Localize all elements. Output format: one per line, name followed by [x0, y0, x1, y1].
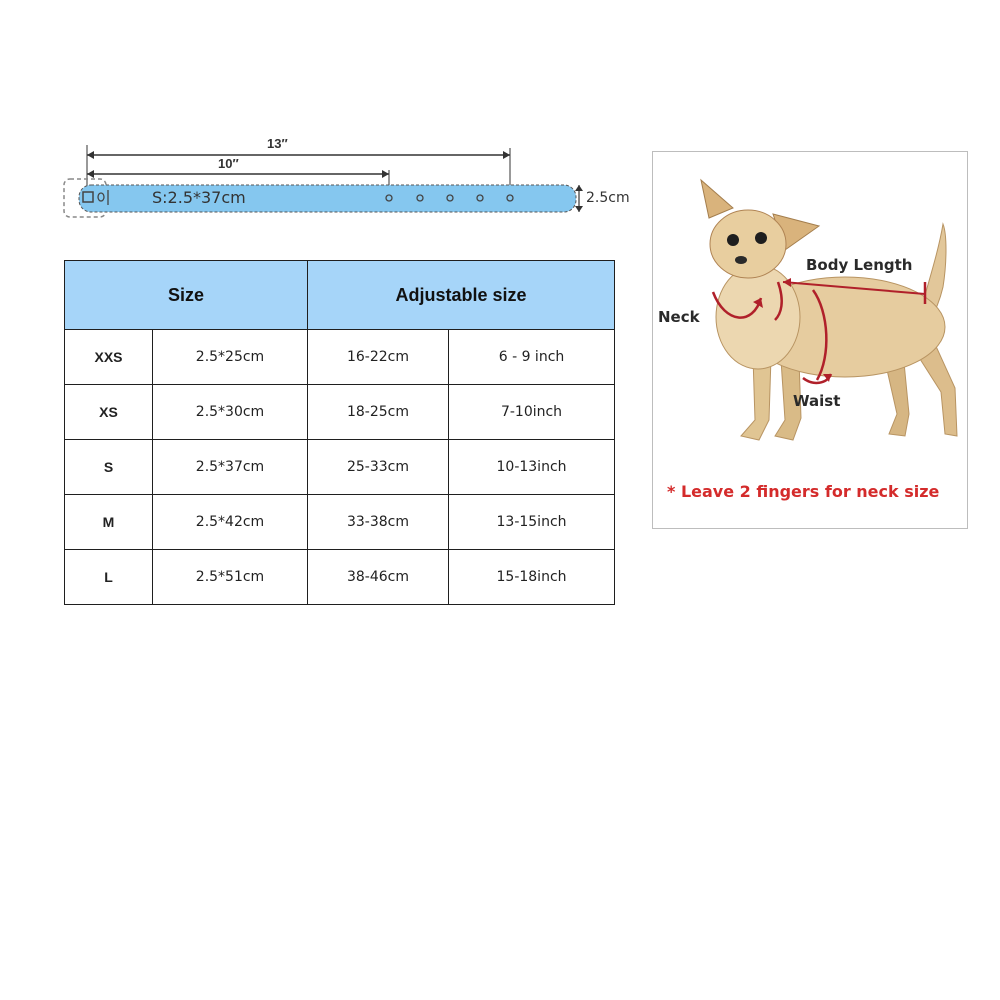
dimension-cell: 2.5*42cm — [153, 495, 308, 550]
dimension-cell: 2.5*25cm — [153, 330, 308, 385]
dimension-cell: 2.5*51cm — [153, 550, 308, 605]
cm-range-cell: 16-22cm — [308, 330, 449, 385]
table-row — [65, 330, 615, 385]
size-code-cell: S — [65, 440, 153, 495]
table-header-row — [65, 261, 615, 330]
size-code-cell: M — [65, 495, 153, 550]
collar-size-label: S:2.5*37cm — [152, 188, 246, 207]
size-code-cell: XXS — [65, 330, 153, 385]
size-code-cell: L — [65, 550, 153, 605]
inch-range-cell: 15-18inch — [449, 550, 615, 605]
header-adjustable-size: Adjustable size — [308, 261, 615, 330]
neck-label: Neck — [658, 308, 700, 326]
size-chart-table — [64, 260, 615, 605]
inch-range-cell: 6 - 9 inch — [449, 330, 615, 385]
collar-width-label: 2.5cm — [586, 190, 630, 206]
length-10-label: 10″ — [218, 156, 239, 171]
dog-measurement-panel — [652, 151, 968, 529]
inch-range-cell: 10-13inch — [449, 440, 615, 495]
cm-range-cell: 25-33cm — [308, 440, 449, 495]
dog-illustration — [653, 152, 969, 530]
body-length-label: Body Length — [806, 256, 913, 274]
table-row — [65, 550, 615, 605]
collar-diagram — [55, 130, 655, 230]
cm-range-cell: 33-38cm — [308, 495, 449, 550]
length-13-label: 13″ — [267, 136, 288, 151]
cm-range-cell: 18-25cm — [308, 385, 449, 440]
inch-range-cell: 13-15inch — [449, 495, 615, 550]
waist-label: Waist — [793, 392, 841, 410]
table-row — [65, 440, 615, 495]
collar-illustration — [55, 130, 655, 230]
inch-range-cell: 7-10inch — [449, 385, 615, 440]
neck-size-note: * Leave 2 fingers for neck size — [667, 482, 940, 501]
dimension-cell: 2.5*30cm — [153, 385, 308, 440]
size-code-cell: XS — [65, 385, 153, 440]
cm-range-cell: 38-46cm — [308, 550, 449, 605]
table-row — [65, 495, 615, 550]
table-row — [65, 385, 615, 440]
dimension-cell: 2.5*37cm — [153, 440, 308, 495]
header-size: Size — [65, 261, 308, 330]
